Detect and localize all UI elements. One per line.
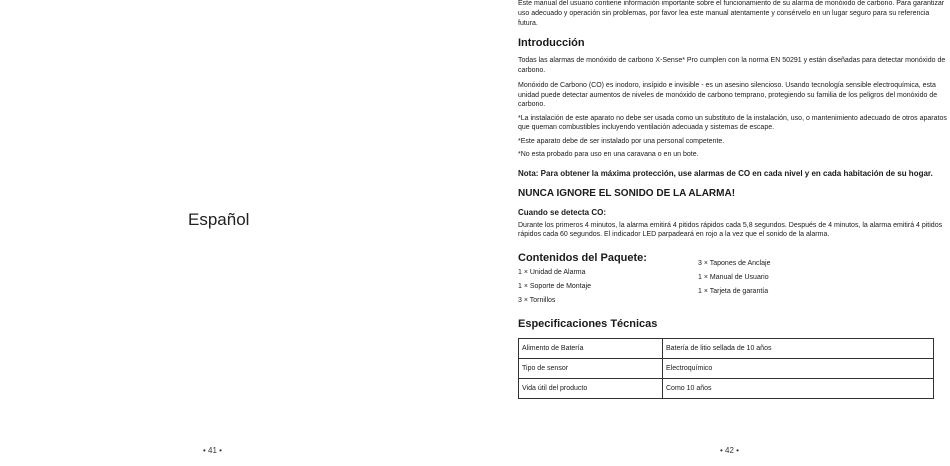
protection-note: Nota: Para obtener la máxima protección, use alarmas de CO en cada nivel y en cada habitación de su hogar. (518, 168, 933, 178)
left-page (0, 0, 470, 466)
package-item: 1 × Unidad de Alarma (518, 268, 586, 276)
intro-paragraph-5: *No esta probado para uso en una caravana o en un bote. (518, 151, 699, 158)
table-row (519, 358, 934, 378)
spec-value: Batería de litio sellada de 10 años (663, 338, 934, 358)
intro-text: Este manual del usuario contiene información importante sobre el funcionamiento de su alarma de monóxido de carbono. Para garantizar uso adecuado y operación sin problemas, por favor lea este manual atentamente y consérvelo en un lugar seguro para su referencia futura. (518, 0, 945, 27)
contenidos-heading: Contenidos del Paquete: (518, 251, 647, 264)
spec-key: Alimento de Batería (519, 338, 663, 358)
language-title: Español (188, 210, 250, 229)
spec-key: Vida útil del producto (519, 378, 663, 398)
page-number-left: • 41 • (203, 446, 222, 455)
intro-paragraph-2: Monóxido de Carbono (CO) es inodoro, insípido e invisible - es un asesino silencioso. Usando tecnología sensible electroquímica, esta unidad puede detectar aumentos de niveles de monóxido de carbono temprano, protegiendo su familia de los peligros del monóxido de carbono. (518, 82, 938, 108)
package-item: 1 × Soporte de Montaje (518, 282, 591, 290)
intro-paragraph-1: Todas las alarmas de monóxido de carbono X-Sense* Pro cumplen con la norma EN 50291 y están diseñadas para detectar monóxido de carbono. (518, 57, 946, 74)
intro-paragraph-4: *Este aparato debe de ser instalado por una personal competente. (518, 137, 725, 145)
table-row (519, 378, 934, 398)
package-item: 1 × Manual de Usuario (698, 273, 769, 281)
package-item: 1 × Tarjeta de garantía (698, 287, 769, 295)
package-item: 3 × Tapones de Anclaje (698, 259, 771, 267)
package-contents-col-2 (698, 257, 878, 308)
co-detected-paragraph: Durante los primeros 4 minutos, la alarma emitirá 4 pitidos rápidos cada 5,8 segundos. Después de 4 minutos, la alarma emitirá 4 pitidos rápidos cada 60 segundos. El indicador LED parpadeará en rojo a la vez que el sonido de la alarma. (518, 221, 943, 238)
package-item: 3 × Tornillos (518, 296, 556, 304)
spec-value: Electroquímico (663, 358, 934, 378)
package-contents-col-1 (518, 266, 698, 308)
especificaciones-heading: Especificaciones Técnicas (518, 317, 658, 330)
spec-value: Como 10 años (663, 378, 934, 398)
package-contents (518, 259, 948, 308)
spec-table (518, 338, 934, 399)
manual-content (518, 0, 948, 399)
spec-key: Tipo de sensor (519, 358, 663, 378)
introduccion-heading: Introducción (518, 37, 585, 49)
page-number-right: • 42 • (720, 446, 739, 455)
intro-paragraph-3: *La instalación de este aparato no debe ser usada como un substituto de la instalación, uso, o mantenimiento adecuado de otros aparatos que queman combustibles incluyendo ventilación adecuada y sistemas de escape. (518, 114, 947, 131)
table-row (519, 338, 934, 358)
co-detected-subheading: Cuando se detecta CO: (518, 207, 607, 217)
right-page (510, 0, 950, 466)
alarm-warning-heading: NUNCA IGNORE EL SONIDO DE LA ALARMA! (518, 187, 736, 199)
